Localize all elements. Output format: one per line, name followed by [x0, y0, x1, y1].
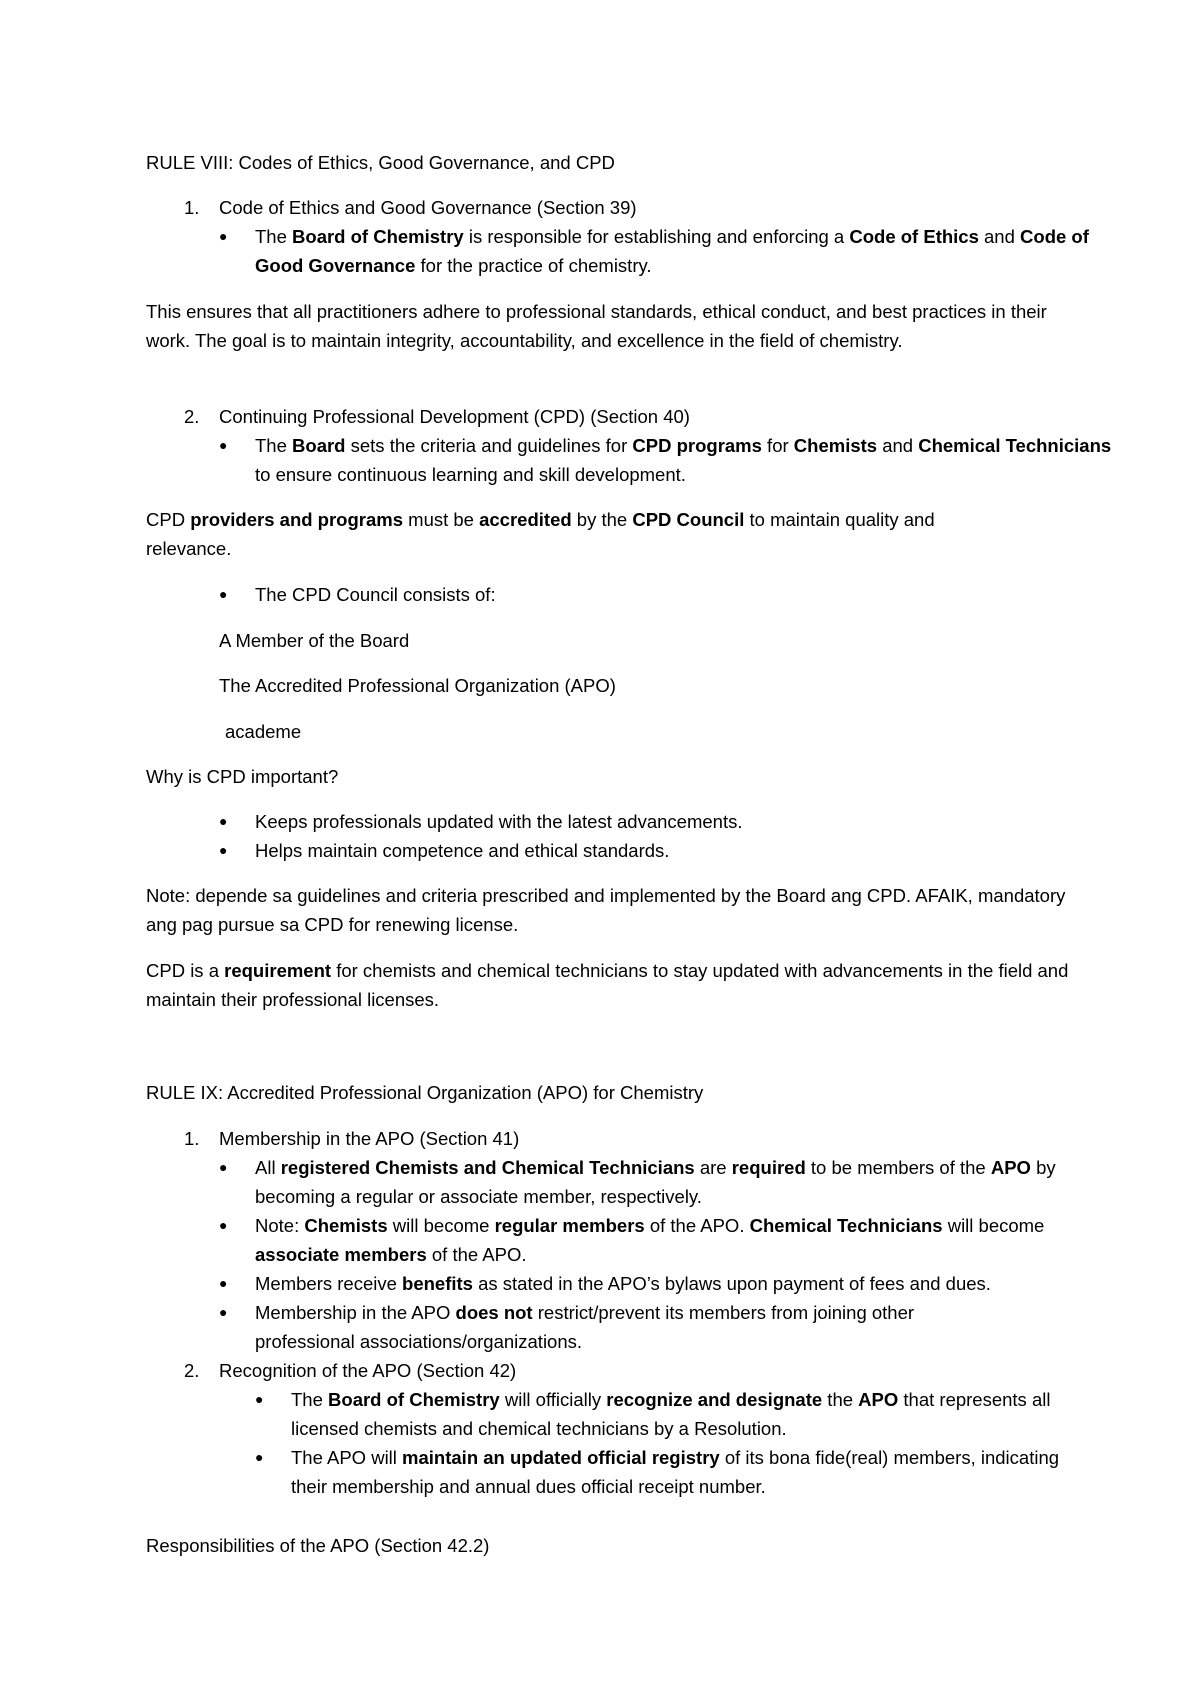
rule9-item2-number: 2.: [184, 1360, 200, 1381]
rule8-item1-number: 1.: [184, 197, 200, 218]
rule9-item1-title: Membership in the APO (Section 41): [219, 1128, 520, 1149]
rule9-item1-bullet4: Membership in the APO does not restrict/prevent its members from joining other professional associations/organizations.: [255, 1302, 915, 1352]
council-member: A Member of the Board: [219, 630, 410, 651]
why-bullet: Keeps professionals updated with the latest advancements.: [255, 811, 743, 832]
council-bullet: The CPD Council consists of:: [255, 584, 496, 605]
rule8-item1-bullet: The Board of Chemistry is responsible for establishing and enforcing a Code of Ethics and Code of Good Governance for the practice of chemistry.: [255, 226, 1089, 276]
rule9-item2-bullet2: The APO will maintain an updated official registry of its bona fide(real) members, indicating their membership and annual dues official receipt number.: [291, 1447, 1060, 1497]
bullet-icon: ●: [255, 1391, 264, 1407]
note-para: Note: depende sa guidelines and criteria prescribed and implemented by the Board ang CPD. AFAIK, mandatory ang pag pursue sa CPD for renewing license.: [146, 885, 1066, 935]
rule9-item1-bullet3: Members receive benefits as stated in the APO’s bylaws upon payment of fees and dues.: [255, 1273, 991, 1294]
bullet-icon: ●: [219, 813, 228, 829]
bullet-icon: ●: [219, 1217, 228, 1233]
bullet-icon: ●: [219, 842, 228, 858]
bullet-icon: ●: [255, 1449, 264, 1465]
rule9-item1-bullet2: Note: Chemists will become regular members of the APO. Chemical Technicians will become associate members of the APO.: [255, 1215, 1045, 1265]
rule9-item2-title: Recognition of the APO (Section 42): [219, 1360, 517, 1381]
rule9-heading: RULE IX: Accredited Professional Organization (APO) for Chemistry: [146, 1082, 704, 1103]
bullet-icon: ●: [219, 586, 228, 602]
bullet-icon: ●: [219, 1275, 228, 1291]
requirement-para: CPD is a requirement for chemists and chemical technicians to stay updated with advancements in the field and maintain their professional licenses.: [146, 960, 1069, 1010]
rule8-para2: CPD providers and programs must be accredited by the CPD Council to maintain quality and relevance.: [146, 509, 935, 559]
bullet-icon: ●: [219, 437, 228, 453]
rule8-heading: RULE VIII: Codes of Ethics, Good Governance, and CPD: [146, 152, 615, 173]
council-member: academe: [225, 721, 302, 742]
bullet-icon: ●: [219, 228, 228, 244]
bullet-icon: ●: [219, 1304, 228, 1320]
rule8-item1-title: Code of Ethics and Good Governance (Section 39): [219, 197, 637, 218]
responsibilities-heading: Responsibilities of the APO (Section 42.2): [146, 1535, 490, 1556]
rule9-item1-bullet1: All registered Chemists and Chemical Technicians are required to be members of the APO by becoming a regular or associate member, respectively.: [255, 1157, 1056, 1207]
council-member: The Accredited Professional Organization (APO): [219, 675, 616, 696]
rule8-item2-title: Continuing Professional Development (CPD) (Section 40): [219, 406, 690, 427]
rule8-item2-bullet: The Board sets the criteria and guidelines for CPD programs for Chemists and Chemical Technicians to ensure continuous learning and skill development.: [255, 435, 1112, 485]
bullet-icon: ●: [219, 1159, 228, 1175]
rule9-item2-bullet1: The Board of Chemistry will officially recognize and designate the APO that represents all licensed chemists and chemical technicians by a Resolution.: [291, 1389, 1051, 1439]
why-question: Why is CPD important?: [146, 766, 339, 787]
rule8-para1: This ensures that all practitioners adhere to professional standards, ethical conduct, and best practices in their work. The goal is to maintain integrity, accountability, and excellence in the field of chemistry.: [146, 301, 1047, 351]
rule8-item2-number: 2.: [184, 406, 200, 427]
rule9-item1-number: 1.: [184, 1128, 200, 1149]
why-bullet: Helps maintain competence and ethical standards.: [255, 840, 670, 861]
